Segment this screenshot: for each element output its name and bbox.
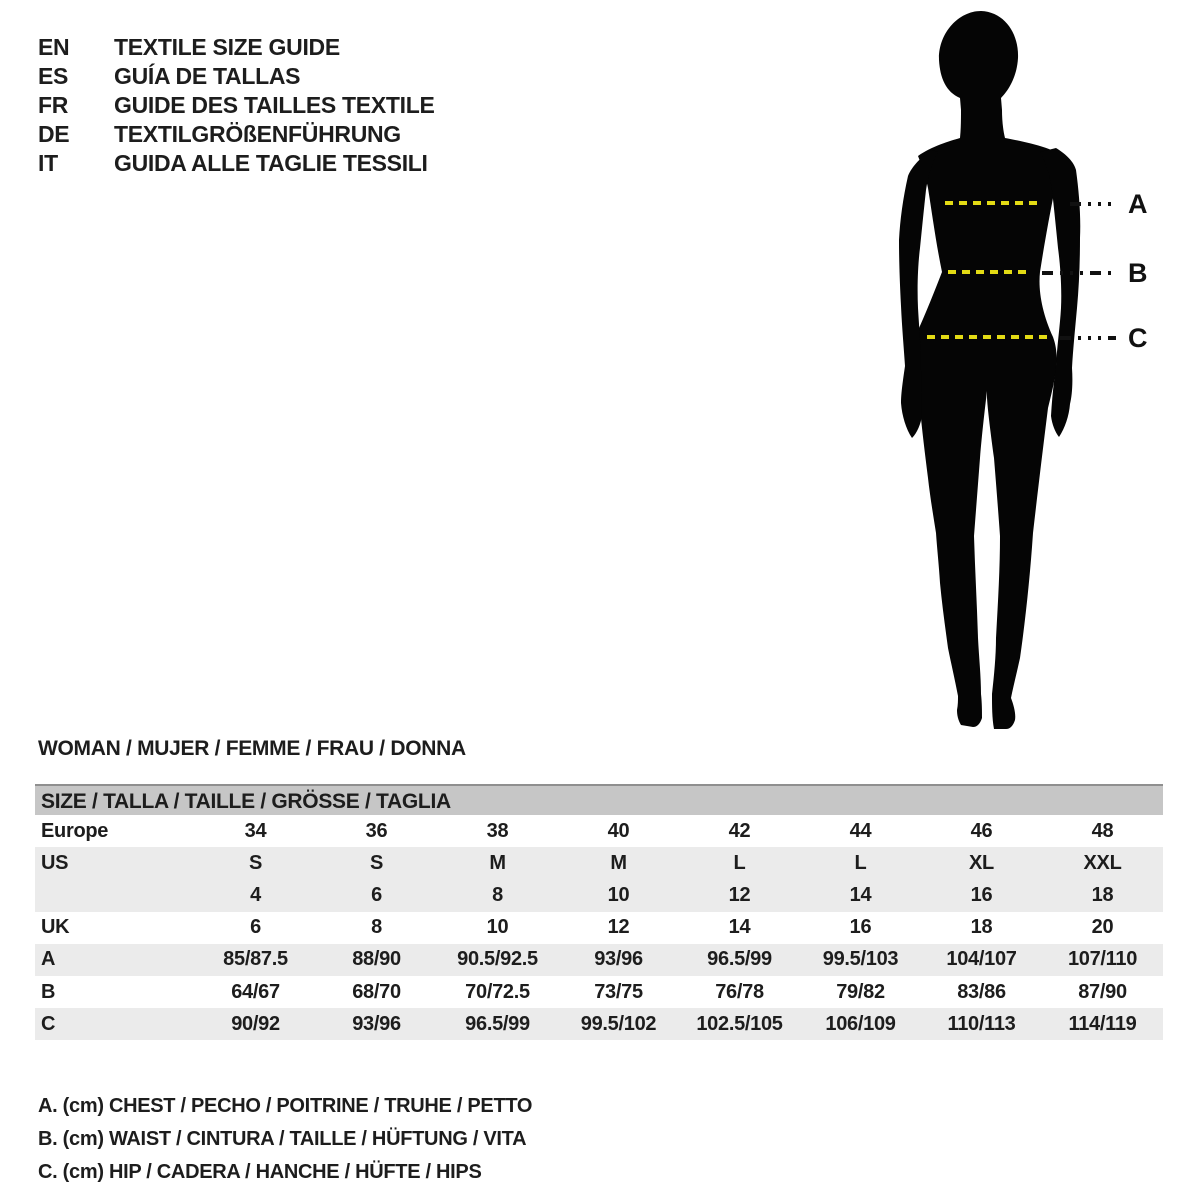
size-cell: 16 [970, 883, 993, 906]
woman-silhouette-figure [870, 8, 1200, 734]
language-row-fr [38, 91, 435, 120]
size-cell: 42 [728, 819, 751, 842]
size-cell: 96.5/99 [465, 1012, 530, 1035]
table-row-waist-b [35, 976, 1163, 1008]
size-cell: 76/78 [715, 980, 764, 1003]
size-cell: 10 [486, 916, 509, 939]
size-cell: 6 [250, 916, 261, 939]
row-label-cell: C [41, 1012, 56, 1035]
legend-chest: A. (cm) CHEST / PECHO / POITRINE / TRUHE / PETTO [38, 1095, 533, 1117]
size-cell: 102.5/105 [696, 1012, 783, 1035]
size-cell: 70/72.5 [465, 980, 530, 1003]
language-title: GUIDA ALLE TAGLIE TESSILI [114, 150, 428, 176]
section-title: WOMAN / MUJER / FEMME / FRAU / DONNA [38, 737, 466, 760]
language-title: TEXTILE SIZE GUIDE [114, 34, 340, 60]
size-cell: 99.5/102 [580, 1012, 657, 1035]
table-row-chest-a [35, 944, 1163, 976]
size-cell: 6 [371, 883, 382, 906]
size-cell: 4 [250, 883, 261, 906]
size-cell: 85/87.5 [223, 948, 288, 971]
language-row-it [38, 149, 435, 178]
size-cell: 107/110 [1067, 948, 1138, 971]
size-cell: 48 [1091, 819, 1114, 842]
size-cell: XL [969, 851, 994, 874]
size-cell: 34 [244, 819, 267, 842]
table-row-us [35, 847, 1163, 879]
table-row-us-numeric [35, 879, 1163, 911]
legend-hip: C. (cm) HIP / CADERA / HANCHE / HÜFTE / HIPS [38, 1161, 482, 1183]
size-cell: 64/67 [231, 980, 280, 1003]
size-cell: 20 [1091, 916, 1114, 939]
size-cell: 16 [849, 916, 872, 939]
size-cell: 83/86 [957, 980, 1006, 1003]
size-cell: S [369, 851, 384, 874]
row-label-cell: Europe [41, 819, 109, 842]
measurement-legend [38, 1090, 532, 1189]
size-cell: 87/90 [1078, 980, 1127, 1003]
row-label-cell: B [41, 980, 56, 1003]
language-code: DE [38, 121, 70, 147]
table-row-europe [35, 815, 1163, 847]
language-code: ES [38, 63, 69, 89]
language-row-es [38, 62, 435, 91]
size-cell: 12 [728, 883, 751, 906]
size-cell: 36 [365, 819, 388, 842]
language-row-en [38, 33, 435, 62]
size-cell: 18 [970, 916, 993, 939]
size-table [35, 784, 1163, 1040]
body-silhouette [913, 11, 1068, 729]
size-cell: 44 [849, 819, 872, 842]
language-row-de [38, 120, 435, 149]
size-cell: 110/113 [947, 1012, 1016, 1035]
size-cell: 114/119 [1068, 1012, 1137, 1035]
size-cell: 18 [1091, 883, 1114, 906]
size-cell: 14 [849, 883, 872, 906]
language-code: EN [38, 34, 70, 60]
size-cell: 12 [607, 916, 630, 939]
size-cell: M [610, 851, 627, 874]
size-cell: 90/92 [231, 1012, 280, 1035]
table-row-uk [35, 912, 1163, 944]
size-cell: 88/90 [352, 948, 401, 971]
size-cell: 40 [607, 819, 630, 842]
size-cell: 73/75 [594, 980, 643, 1003]
size-cell: 38 [486, 819, 509, 842]
language-list [38, 33, 435, 178]
size-cell: 90.5/92.5 [457, 948, 538, 971]
size-cell: 93/96 [594, 948, 643, 971]
size-cell: XXL [1083, 851, 1122, 874]
row-label-cell: US [41, 851, 69, 874]
table-row-hip-c [35, 1008, 1163, 1040]
language-title: GUIDE DES TAILLES TEXTILE [114, 92, 435, 118]
size-cell: 68/70 [352, 980, 401, 1003]
marker-label-c: C [1128, 323, 1148, 353]
marker-label-b: B [1128, 258, 1148, 288]
size-cell: 8 [371, 916, 382, 939]
size-cell: 10 [607, 883, 630, 906]
size-cell: S [248, 851, 263, 874]
size-cell: 104/107 [946, 948, 1017, 971]
marker-label-a: A [1128, 189, 1148, 219]
language-code: IT [38, 150, 58, 176]
legend-waist: B. (cm) WAIST / CINTURA / TAILLE / HÜFTUNG / VITA [38, 1128, 527, 1150]
language-title: GUÍA DE TALLAS [114, 63, 301, 89]
size-cell: 46 [970, 819, 993, 842]
size-table-header: SIZE / TALLA / TAILLE / GRÖSSE / TAGLIA [35, 784, 1163, 815]
size-cell: 79/82 [836, 980, 885, 1003]
size-cell: 14 [728, 916, 751, 939]
size-cell: L [733, 851, 746, 874]
size-cell: 8 [492, 883, 503, 906]
row-label-cell: UK [41, 916, 70, 939]
size-cell: M [489, 851, 506, 874]
size-cell: L [854, 851, 867, 874]
row-label-cell: A [41, 948, 56, 971]
size-cell: 93/96 [352, 1012, 401, 1035]
size-cell: 96.5/99 [707, 948, 772, 971]
language-title: TEXTILGRÖßENFÜHRUNG [114, 121, 401, 147]
language-code: FR [38, 92, 69, 118]
size-cell: 99.5/103 [822, 948, 899, 971]
size-cell: 106/109 [825, 1012, 896, 1035]
